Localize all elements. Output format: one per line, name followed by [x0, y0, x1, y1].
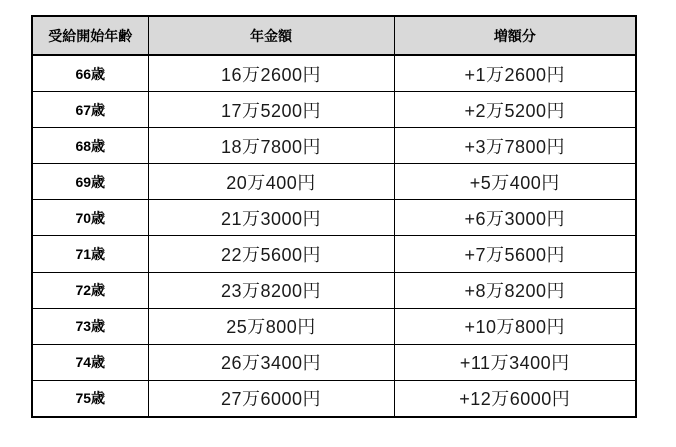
increase-cell: +6万3000円	[394, 200, 636, 236]
header-start-age: 受給開始年齢	[32, 16, 148, 55]
amount-cell: 26万3400円	[148, 344, 394, 380]
amount-cell: 23万8200円	[148, 272, 394, 308]
amount-cell: 25万800円	[148, 308, 394, 344]
increase-cell: +11万3400円	[394, 344, 636, 380]
table-row	[32, 164, 636, 200]
age-cell: 73歳	[32, 308, 148, 344]
amount-cell: 18万7800円	[148, 128, 394, 164]
age-cell: 70歳	[32, 200, 148, 236]
age-cell: 71歳	[32, 236, 148, 272]
age-cell: 72歳	[32, 272, 148, 308]
age-cell: 74歳	[32, 344, 148, 380]
table-row	[32, 272, 636, 308]
table-row	[32, 128, 636, 164]
age-cell: 66歳	[32, 55, 148, 92]
increase-cell: +1万2600円	[394, 55, 636, 92]
table-row	[32, 200, 636, 236]
amount-cell: 17万5200円	[148, 92, 394, 128]
table-row	[32, 92, 636, 128]
header-increase-amount: 増額分	[394, 16, 636, 55]
table-header	[32, 16, 636, 55]
increase-cell: +3万7800円	[394, 128, 636, 164]
amount-cell: 16万2600円	[148, 55, 394, 92]
header-row	[32, 16, 636, 55]
increase-cell: +10万800円	[394, 308, 636, 344]
increase-cell: +8万8200円	[394, 272, 636, 308]
amount-cell: 27万6000円	[148, 380, 394, 417]
table-row	[32, 55, 636, 92]
table-body	[32, 55, 636, 417]
table-row	[32, 236, 636, 272]
age-cell: 68歳	[32, 128, 148, 164]
amount-cell: 20万400円	[148, 164, 394, 200]
increase-cell: +7万5600円	[394, 236, 636, 272]
table-row	[32, 344, 636, 380]
table-row	[32, 308, 636, 344]
amount-cell: 21万3000円	[148, 200, 394, 236]
header-pension-amount: 年金額	[148, 16, 394, 55]
age-cell: 69歳	[32, 164, 148, 200]
increase-cell: +12万6000円	[394, 380, 636, 417]
increase-cell: +2万5200円	[394, 92, 636, 128]
table-row	[32, 380, 636, 417]
age-cell: 67歳	[32, 92, 148, 128]
age-cell: 75歳	[32, 380, 148, 417]
increase-cell: +5万400円	[394, 164, 636, 200]
amount-cell: 22万5600円	[148, 236, 394, 272]
pension-increase-table	[31, 15, 637, 418]
